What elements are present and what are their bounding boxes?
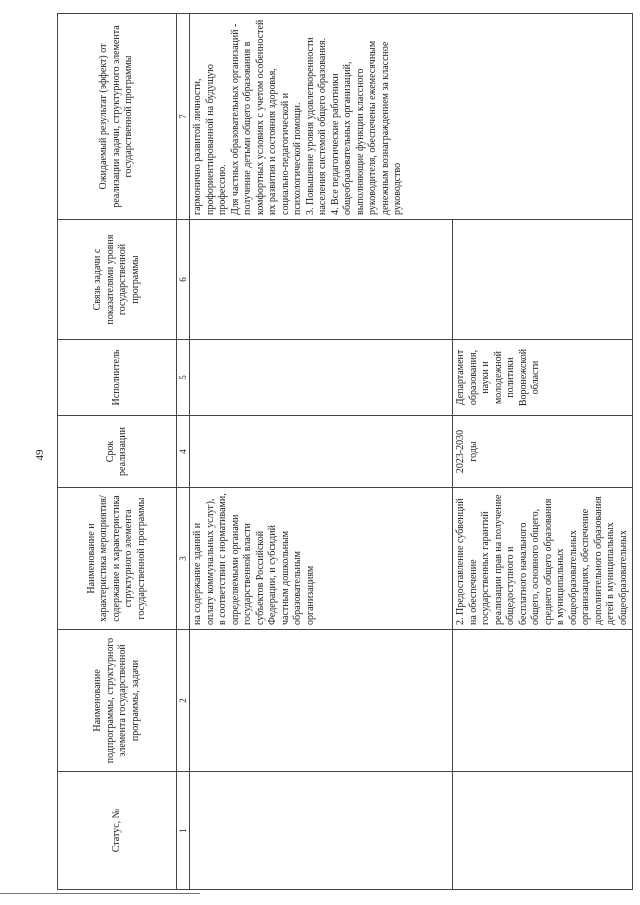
table-header-row: [58, 14, 177, 890]
header-status: Статус, №: [58, 772, 177, 890]
result-cell: гармонично развитой личности, профориентированной на будущую профессию. Для частных образовательных организаций - получение детьми общего образования в комфортных условиях с учетом особенностей их развития и состояния здоровья, социально-педагогической и психологической помощи. 3. Повышение уровня удовлетворенности населения системой общего образования. 4. Все педагогические работники общеобразовательных организаций, выполняющие функции классного руководителя, обеспечены ежемесячным денежным вознаграждением за классное руководство: [190, 14, 633, 220]
column-number: 2: [177, 630, 190, 772]
measure-cell: 2. Предоставление субвенций на обеспечение государственных гарантий реализации прав на получение общедоступного и бесплатного начального общего, основного общего, среднего общего образования в муниципальных общеобразовательных организациях, обеспечение дополнительного образования детей в муниципальных общеобразовательных: [453, 488, 633, 630]
executor-cell: Департамент образования, науки и молодежной политики Воронежской области: [453, 340, 633, 416]
column-number: 7: [177, 14, 190, 220]
header-period: Срок реализации: [58, 416, 177, 488]
link-cell: [190, 220, 453, 340]
header-link: Связь задачи с показателями уровня государственной программы: [58, 220, 177, 340]
subprogram-cell: [190, 630, 453, 772]
page-number: 49: [34, 449, 46, 461]
rotated-table-container: [57, 14, 628, 890]
column-number: 3: [177, 488, 190, 630]
program-table: [57, 13, 633, 890]
period-cell: 2023-2030 годы: [453, 416, 633, 488]
status-cell: [453, 772, 633, 890]
status-cell: [190, 772, 453, 890]
header-result: Ожидаемый результат (эффект) от реализации задачи, структурного элемента государственной программы: [58, 14, 177, 220]
footer-rule: [0, 893, 200, 894]
executor-cell: [190, 340, 453, 416]
header-executor: Исполнитель: [58, 340, 177, 416]
column-number-row: [177, 14, 190, 890]
column-number: 6: [177, 220, 190, 340]
column-number: 4: [177, 416, 190, 488]
measure-cell: на содержание зданий и оплату коммунальных услуг), в соответствии с нормативами, определяемыми органами государственной власти субъектов Российской Федерации, и субсидий частным дошкольным образовательным организациям: [190, 488, 453, 630]
link-cell: [453, 220, 633, 340]
column-number: 1: [177, 772, 190, 890]
subprogram-cell: [453, 630, 633, 772]
period-cell: [190, 416, 453, 488]
header-subprogram: Наименование подпрограммы, структурного элемента государственной программы, задачи: [58, 630, 177, 772]
table-row: [190, 14, 453, 890]
header-measure: Наименование и характеристика мероприятия/содержание и характеристика структурного элемента государственной программы: [58, 488, 177, 630]
column-number: 5: [177, 340, 190, 416]
